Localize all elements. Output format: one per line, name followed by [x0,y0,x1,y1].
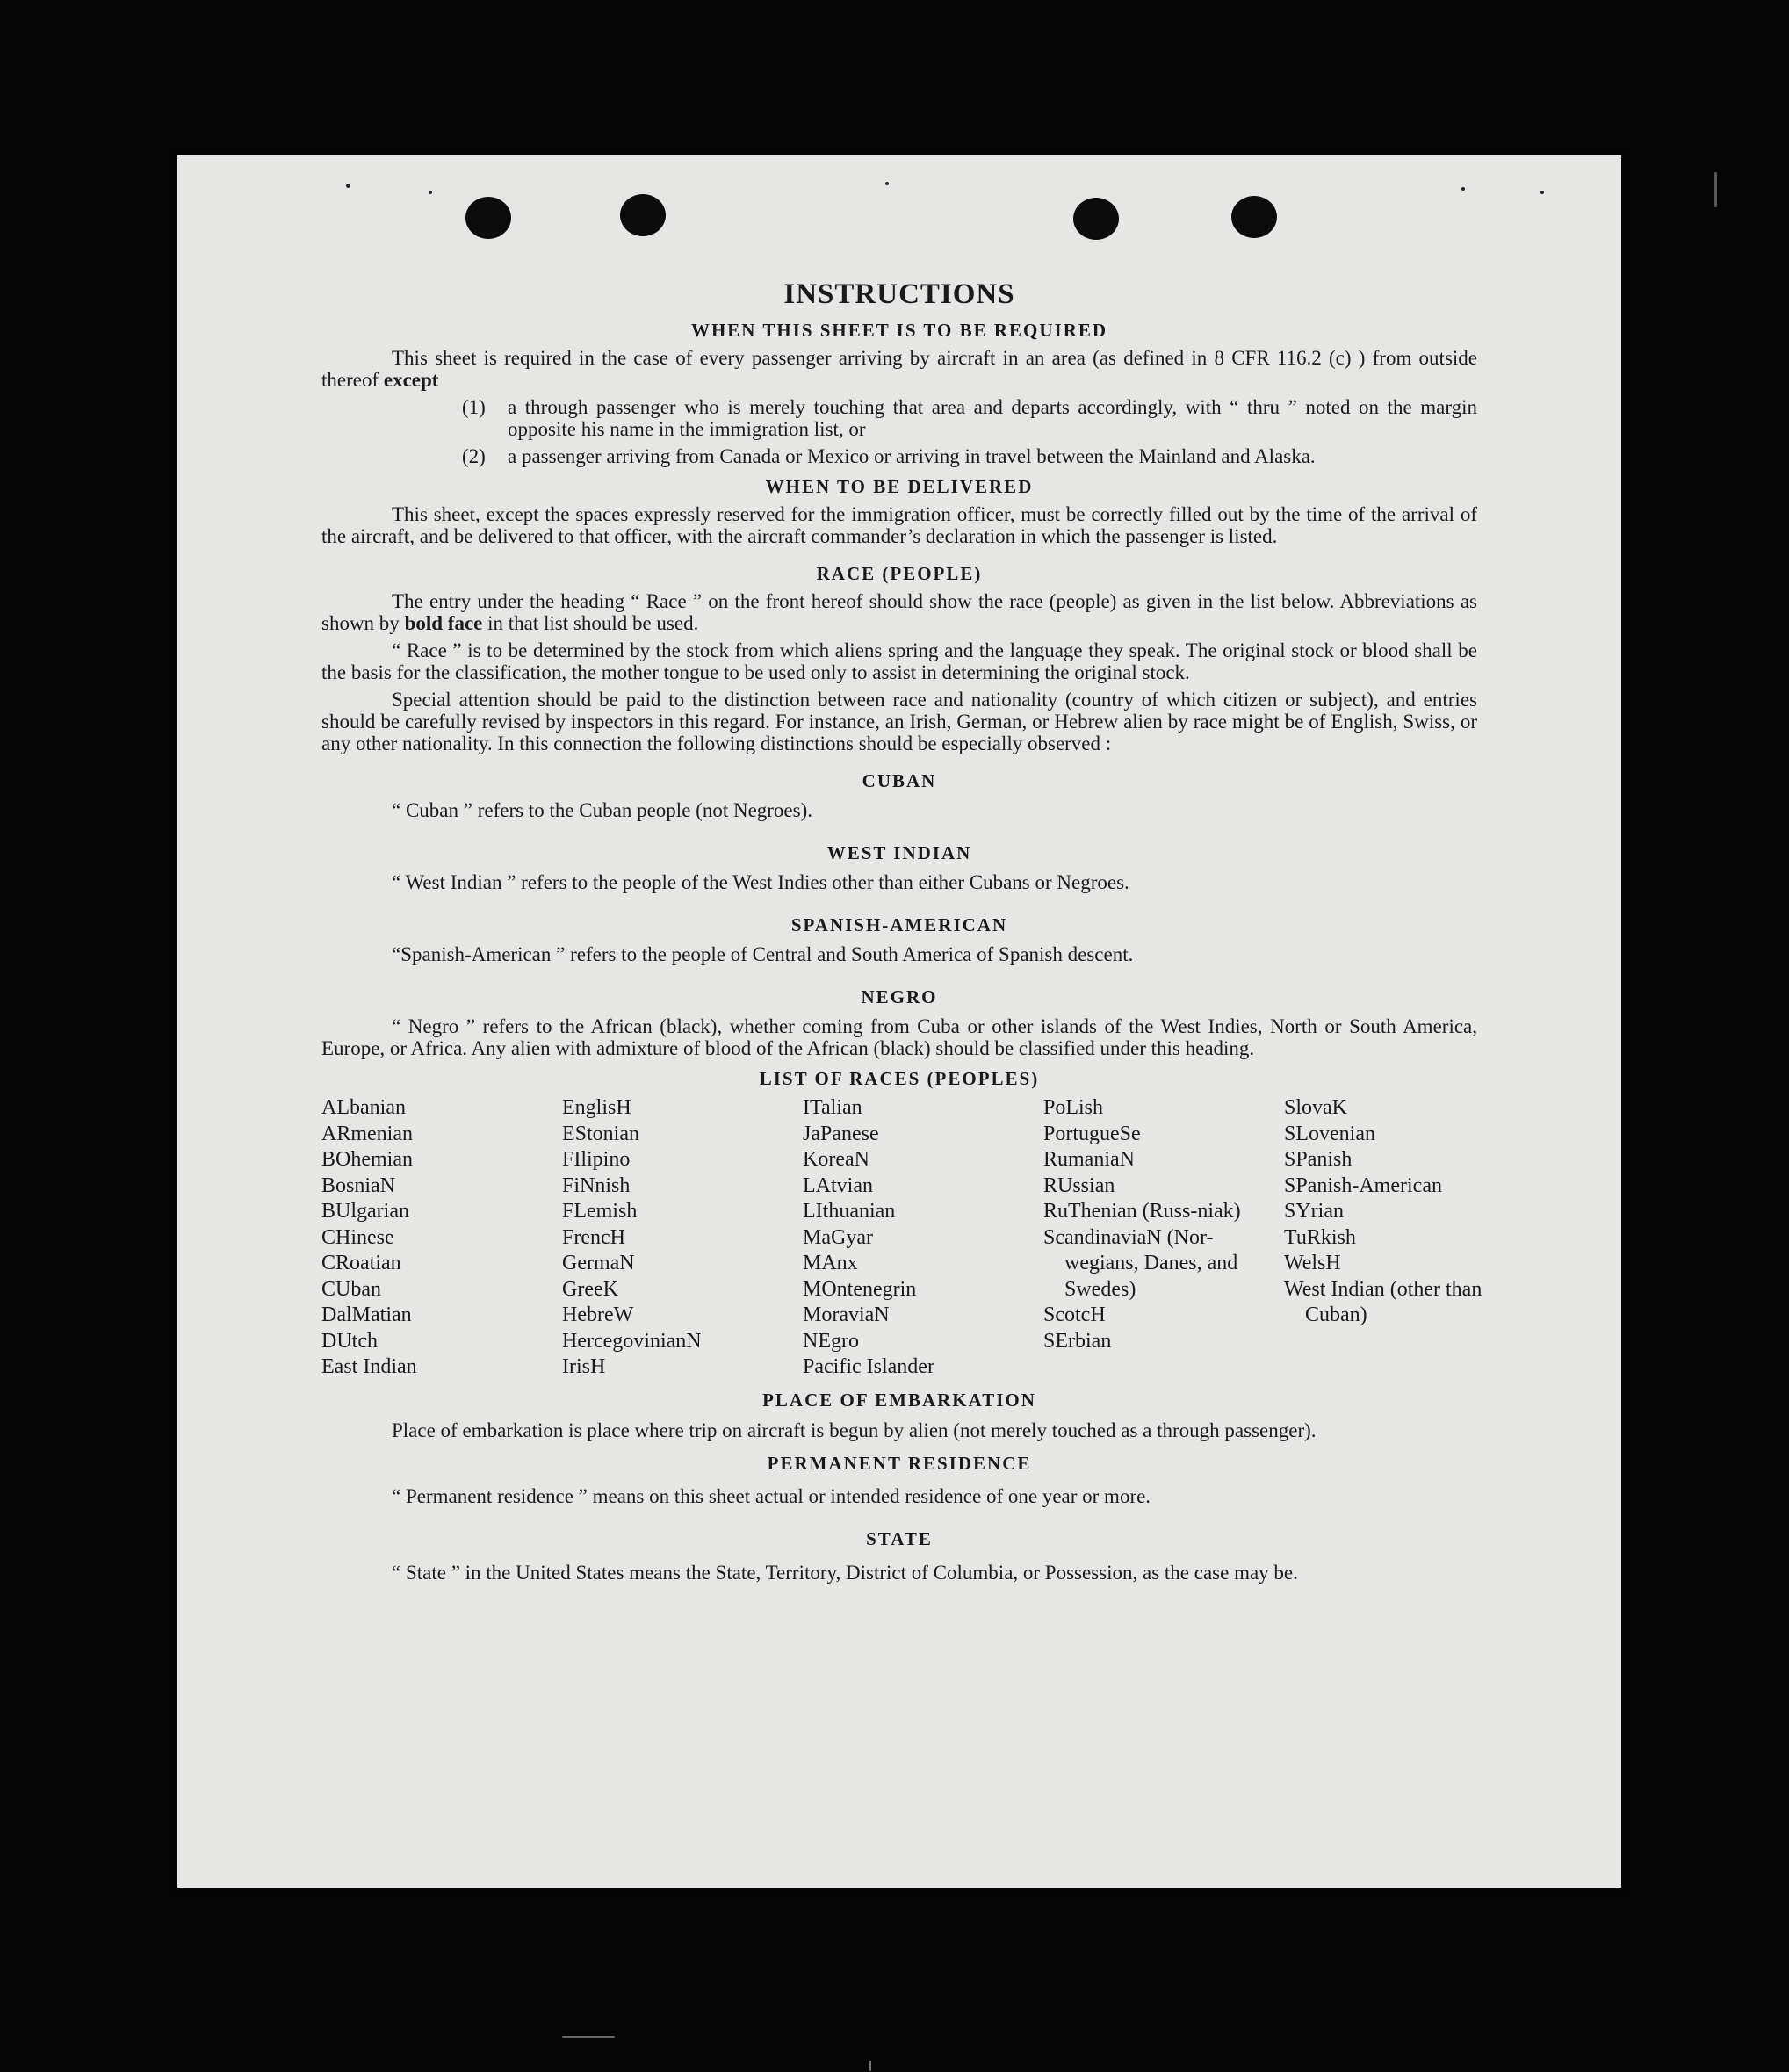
race-entry: BUlgarian [321,1200,409,1223]
race-entry: HercegovinianN [562,1329,702,1353]
race-entry: RumaniaN [1043,1148,1135,1171]
race-entry: EStonian [562,1122,639,1145]
race-entry: ScandinaviaN (Nor-wegians, Danes, and Swedes) [1043,1225,1238,1301]
film-scratch [562,2036,615,2038]
list-item: (2) a passenger arriving from Canada or Mexico or arriving in travel between the Mainland and Alaska. [462,445,1316,467]
race-entry: DUtch [321,1329,378,1353]
race-entry: TuRkish [1284,1225,1356,1249]
race-entry: LIthuanian [803,1200,896,1223]
race-entry: SYrian [1284,1200,1344,1223]
list-item: (1) a through passenger who is merely touching that area and departs accordingly, with “ thru ” noted on the margin opposite his name in the immigration list, or [462,396,1477,440]
race-entry: DalMatian [321,1303,412,1326]
paper-speck [346,184,350,188]
race-entry: CUban [321,1277,381,1301]
section-heading-residence: PERMANENT RESIDENCE [767,1452,1032,1474]
race-paragraph-1: The entry under the heading “ Race ” on the front hereof should show the race (people) as given in the list below. Abbreviations as shown by bold face in that list should be used. [321,590,1477,634]
section-heading-delivered: WHEN TO BE DELIVERED [765,476,1034,497]
paper-speck [1461,187,1465,191]
race-entry: NEgro [803,1329,859,1353]
race-entry: West Indian (other than Cuban) [1284,1277,1482,1326]
race-entry: PoLish [1043,1096,1104,1119]
race-entry: ScotcH [1043,1303,1106,1326]
race-entry: BosniaN [321,1173,395,1197]
paper-speck [1540,191,1544,194]
section-heading-state: STATE [866,1527,933,1549]
race-entry: FLemish [562,1200,638,1223]
race-entry: SLovenian [1284,1122,1375,1145]
race-entry: MaGyar [803,1225,873,1249]
punch-hole [465,197,511,239]
races-column [562,1095,803,1381]
race-entry: HebreW [562,1303,634,1326]
race-entry: SPanish-American [1284,1173,1442,1197]
embarkation-text: Place of embarkation is place where trip on aircraft is begun by alien (not merely touched as a through passenger). [392,1419,1317,1441]
document-content [321,278,1482,1586]
race-paragraph-2: “ Race ” is to be determined by the stock from which aliens spring and the language they speak. The original stock or blood shall be the basis for the classification, the mother tongue to be used only to assist in determining the original stock. [321,639,1477,683]
race-entry: GreeK [562,1277,618,1301]
race-entry: MAnx [803,1252,858,1274]
race-entry: MOntenegrin [803,1277,917,1301]
negro-text: “ Negro ” refers to the African (black), whether coming from Cuba or other islands of the West Indies, North or South America, Europe, or Africa. Any alien with admixture of blood of the African (black) should be classified under this heading. [321,1015,1477,1059]
race-paragraph-3: Special attention should be paid to the distinction between race and nationality (country of which citizen or subject), and entries should be carefully revised by inspectors in this regard. For instance, an Irish, German, or Hebrew alien by race might be of English, Swiss, or any other nationality. In this connection the following distinctions should be especially observed : [321,689,1477,754]
document-title: INSTRUCTIONS [783,278,1015,310]
required-intro: This sheet is required in the case of every passenger arriving by aircraft in an area (as defined in 8 CFR 116.2 (c) ) from outside thereof except [321,347,1477,391]
race-entry: FrencH [562,1225,625,1249]
document-sheet [177,155,1621,1888]
race-entry: FiNnish [562,1173,631,1197]
film-scratch [1714,172,1717,207]
races-column [803,1095,1043,1381]
races-table [321,1095,1482,1381]
spanish-american-text: “Spanish-American ” refers to the people of Central and South America of Spanish descent. [392,943,1134,965]
delivered-text: This sheet, except the spaces expressly reserved for the immigration officer, must be correctly filled out by the time of the arrival of the aircraft, and be delivered to that officer, with the aircraft commander’s declaration in which the passenger is listed. [321,503,1477,547]
races-column [1284,1095,1482,1381]
punch-hole [1231,196,1277,238]
race-entry: PortugueSe [1043,1122,1141,1145]
paper-speck [429,191,432,194]
punch-hole [1073,198,1119,240]
section-heading-negro: NEGRO [861,986,938,1007]
section-heading-cuban: CUBAN [862,770,937,791]
race-entry: KoreaN [803,1148,869,1171]
cuban-text: “ Cuban ” refers to the Cuban people (not Negroes). [392,799,813,821]
races-column [1043,1095,1284,1381]
race-entry: JaPanese [803,1122,879,1145]
section-heading-race: RACE (PEOPLE) [816,563,983,584]
section-heading-list-of-races: LIST OF RACES (PEOPLES) [759,1068,1040,1089]
section-heading-spanish-american: SPANISH-AMERICAN [790,914,1008,935]
punch-hole [620,194,666,236]
section-heading-embarkation: PLACE OF EMBARKATION [762,1389,1036,1411]
race-entry: ALbanian [321,1096,406,1119]
paper-speck [885,182,889,185]
film-scratch [869,2061,871,2071]
race-entry: East Indian [321,1355,417,1378]
residence-text: “ Permanent residence ” means on this sheet actual or intended residence of one year or more. [392,1484,1151,1507]
race-entry: Pacific Islander [803,1355,934,1378]
race-entry: GermaN [562,1252,635,1274]
race-entry: WelsH [1284,1252,1341,1274]
section-heading-required: WHEN THIS SHEET IS TO BE REQUIRED [690,320,1108,341]
west-indian-text: “ West Indian ” refers to the people of the West Indies other than either Cubans or Negroes. [392,871,1129,893]
race-entry: ARmenian [321,1122,413,1145]
race-entry: CHinese [321,1225,394,1249]
race-entry: EnglisH [562,1096,631,1119]
race-entry: SlovaK [1284,1096,1347,1119]
state-text: “ State ” in the United States means the State, Territory, District of Columbia, or Possession, as the case may be. [392,1561,1298,1584]
race-entry: IrisH [562,1355,606,1378]
race-entry: CRoatian [321,1252,401,1274]
race-entry: RuThenian (Russ-niak) [1043,1200,1241,1223]
race-entry: MoraviaN [803,1303,890,1326]
race-entry: SPanish [1284,1148,1353,1171]
race-entry: ITalian [803,1096,862,1119]
race-entry: SErbian [1043,1329,1112,1353]
section-heading-west-indian: WEST INDIAN [826,842,972,863]
race-entry: FIlipino [562,1148,631,1171]
races-column [321,1095,562,1381]
race-entry: BOhemian [321,1148,413,1171]
race-entry: LAtvian [803,1173,873,1197]
race-entry: RUssian [1043,1173,1115,1197]
